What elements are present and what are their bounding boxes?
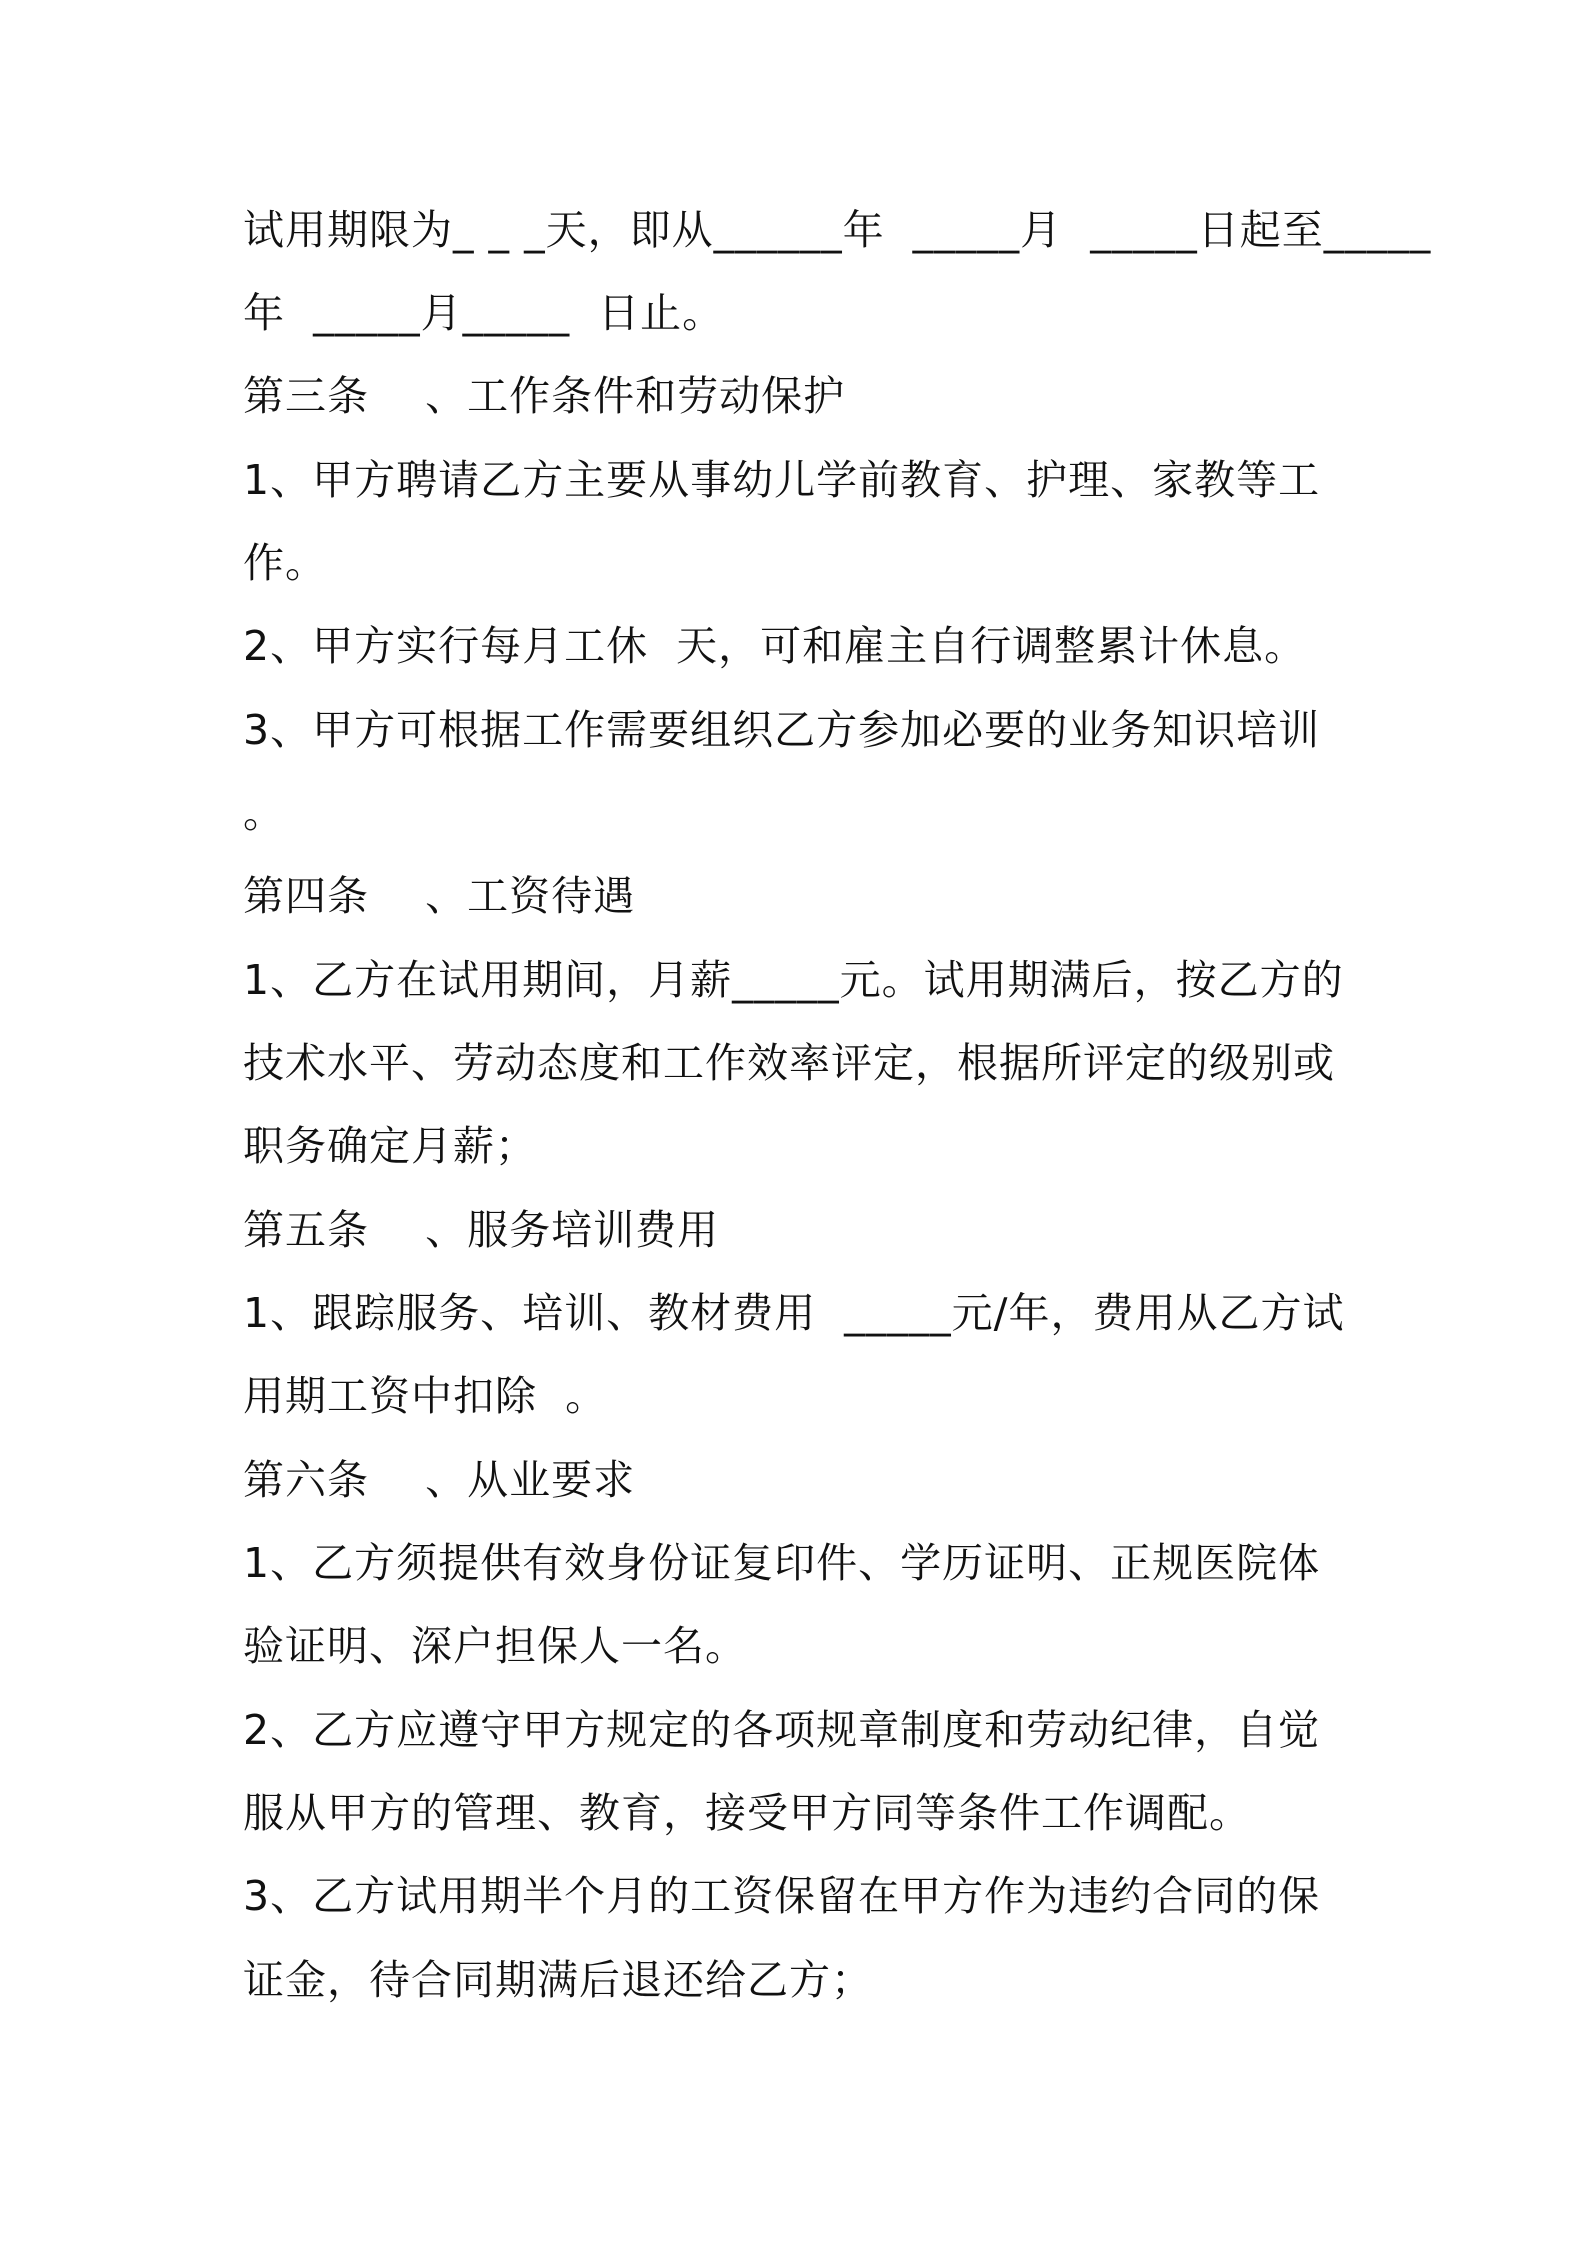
article-6-item-3-line-1: 3、乙方试用期半个月的工资保留在甲方作为违约合同的保 [243,1872,1321,1920]
article-4-item-1-line-3: 职务确定月薪； [243,1122,537,1170]
article-6-item-1-line-1: 1、乙方须提供有效身份证复印件、学历证明、正规医院体 [243,1539,1321,1587]
article-5-heading: 第五条 、服务培训费用 [243,1206,720,1254]
article-6-item-2-line-1: 2、乙方应遵守甲方规定的各项规章制度和劳动纪律，自觉 [243,1706,1321,1754]
article-5-item-1-line-1: 1、跟踪服务、培训、教材费用 _____元/年，费用从乙方试 [243,1289,1345,1337]
article-6-item-2-line-2: 服从甲方的管理、教育，接受甲方同等条件工作调配。 [243,1789,1251,1837]
article-4-item-1-line-1: 1、乙方在试用期间，月薪_____元。试用期满后，按乙方的 [243,956,1344,1004]
article-6-item-1-line-2: 验证明、深户担保人一名。 [243,1622,747,1670]
article-6-heading: 第六条 、从业要求 [243,1456,636,1504]
article-4-item-1-line-2: 技术水平、劳动态度和工作效率评定，根据所评定的级别或 [243,1039,1335,1087]
article-3-item-3-line-1: 3、甲方可根据工作需要组织乙方参加必要的业务知识培训 [243,706,1321,754]
article-3-item-3-line-2: 。 [243,789,285,837]
article-3-heading: 第三条 、工作条件和劳动保护 [243,372,846,420]
article-3-item-1-line-1: 1、甲方聘请乙方主要从事幼儿学前教育、护理、家教等工 [243,456,1321,504]
article-4-heading: 第四条 、工资待遇 [243,872,636,920]
article-3-item-1-line-2: 作。 [243,539,327,587]
article-5-item-1-line-2: 用期工资中扣除 。 [243,1372,608,1420]
article-6-item-3-line-2: 证金，待合同期满后退还给乙方； [243,1956,873,2004]
trial-period-line: 试用期限为_ _ _天，即从______年 _____月 _____日起至_____ [243,206,1432,254]
trial-period-end-line: 年 _____月_____ 日止。 [243,289,725,337]
article-3-item-2: 2、甲方实行每月工休 天，可和雇主自行调整累计休息。 [243,622,1307,670]
